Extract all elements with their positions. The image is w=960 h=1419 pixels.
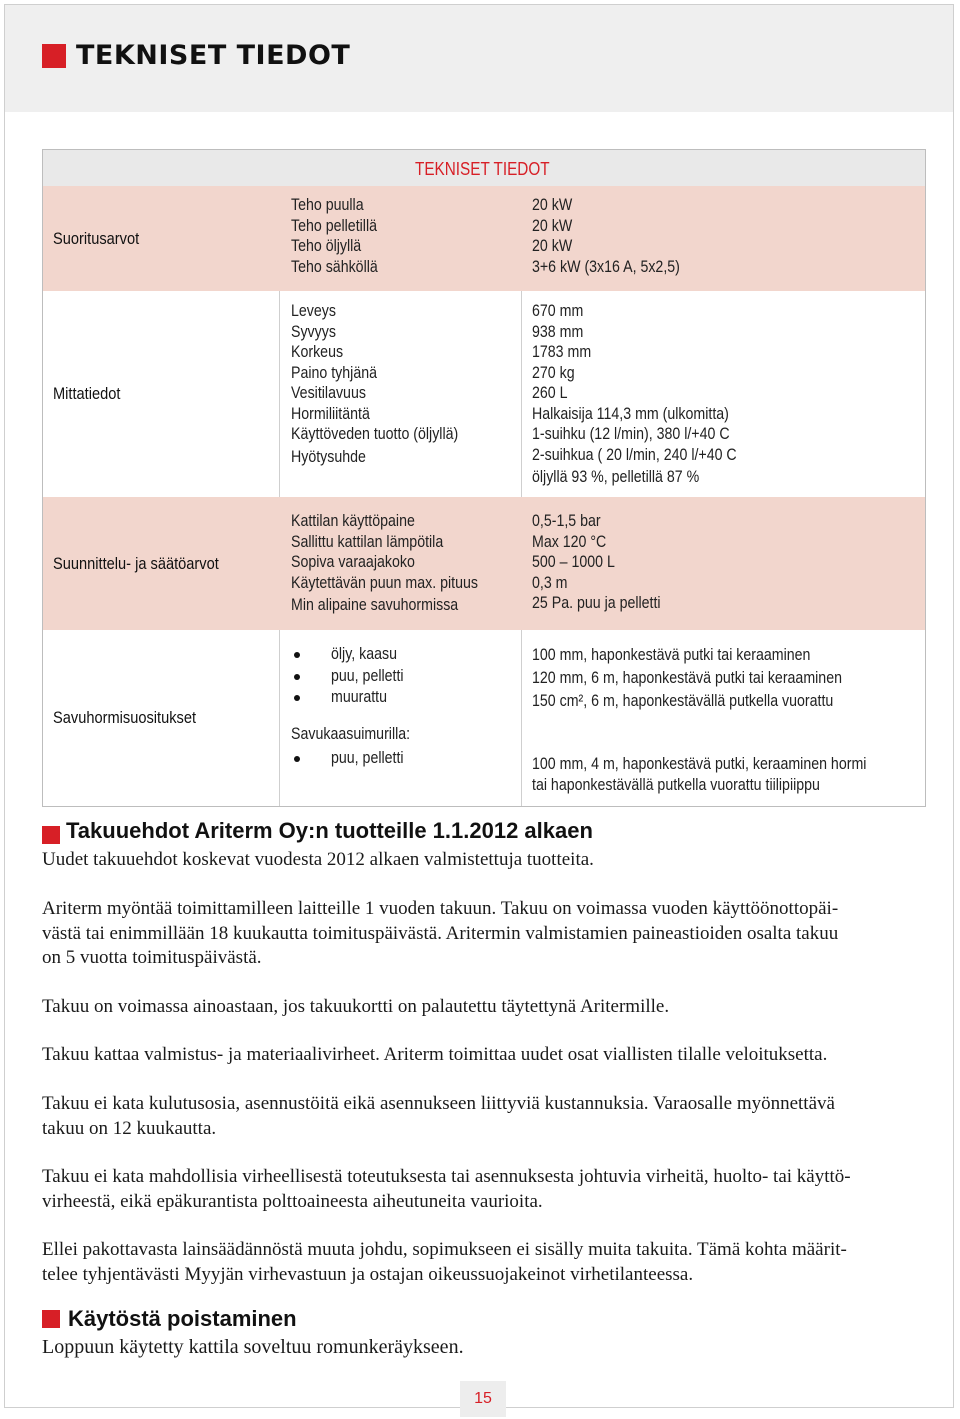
- row-values: 0,5-1,5 bar Max 120 °C 500 – 1000 L 0,3 m 25 Pa. puu ja pelletti: [532, 512, 661, 612]
- page-title: TEKNISET TIEDOT: [76, 40, 351, 71]
- section-red-square-icon: [42, 1310, 60, 1328]
- page-number: 15: [460, 1381, 506, 1417]
- table-row-suunnittelu: [43, 497, 925, 630]
- warranty-paragraph: Takuu ei kata kulutusosia, asennustöitä eikä asennukseen liittyviä kustannuksia. Varaosalle myönnettävä takuu on 12 kuukautta.: [42, 1093, 835, 1139]
- warranty-paragraph: Takuu kattaa valmistus- ja materiaalivirheet. Ariterm toimittaa uudet osat viallisten tilalle veloituksetta.: [42, 1044, 828, 1065]
- section-red-square-icon: [42, 826, 60, 844]
- row-params: Kattilan käyttöpaine Sallittu kattilan lämpötila Sopiva varaajakoko Käytettävän puun max. pituus Min alipaine savuhormissa: [291, 512, 478, 614]
- row-params: öljy, kaasu puu, pelletti muurattu Savukaasuimurilla: puu, pelletti: [291, 644, 521, 769]
- header-red-square-icon: [42, 44, 66, 68]
- disposal-title: Käytöstä poistaminen: [68, 1306, 297, 1331]
- row-values: 670 mm 938 mm 1783 mm 270 kg 260 L Halkaisija 114,3 mm (ulkomitta) 1-suihku (12 l/min), 380 l/+40 C 2-suihkua ( 20 l/min, 240 l/+40 C öljyllä 93 %, pelletillä 87 %: [532, 302, 737, 486]
- warranty-intro: Uudet takuuehdot koskevat vuodesta 2012 alkaen valmistettuja tuotteita.: [42, 849, 594, 870]
- table-row-suoritusarvot: [43, 186, 925, 291]
- row-params: Leveys Syvyys Korkeus Paino tyhjänä Vesitilavuus Hormiliitäntä Käyttöveden tuotto (öljyllä) Hyötysuhde: [291, 302, 459, 466]
- spec-table: [42, 149, 926, 807]
- row-label: Mittatiedot: [53, 384, 121, 403]
- table-row-mittatiedot: [43, 291, 925, 497]
- warranty-paragraph: Takuu ei kata mahdollisia virheellisestä toteutuksesta tai asennuksesta johtuvia virheitä, huolto- tai käyttö- virheestä, eikä epäkurantista polttoaineesta aiheutuneita vaurioita.: [42, 1166, 851, 1212]
- row-values: 20 kW 20 kW 20 kW 3+6 kW (3x16 A, 5x2,5): [532, 196, 680, 276]
- row-label: Savuhormisuositukset: [53, 708, 197, 727]
- table-caption-bar: [43, 150, 925, 186]
- warranty-paragraph: Takuu on voimassa ainoastaan, jos takuukortti on palautettu täytettynä Aritermille.: [42, 996, 670, 1017]
- table-caption: TEKNISET TIEDOT: [415, 159, 550, 179]
- row-label: Suoritusarvot: [53, 228, 140, 248]
- table-row-savuhormi: [43, 630, 925, 806]
- warranty-paragraph: Ellei pakottavasta lainsäädännöstä muuta johdu, sopimukseen ei sisälly muita takuita. Tämä kohta määrit- telee tyhjentävästi Myyjän virhevastuun ja ostajan oikeussuojakeinot virhetilanteessa.: [42, 1239, 847, 1285]
- row-params: Teho puulla Teho pelletillä Teho öljyllä Teho sähköllä: [291, 196, 378, 276]
- warranty-title: Takuuehdot Ariterm Oy:n tuotteille 1.1.2012 alkaen: [66, 818, 593, 843]
- warranty-paragraph: Ariterm myöntää toimittamilleen laitteille 1 vuoden takuun. Takuu on voimassa vuoden käyttöönottopäi- västä tai enimmillään 18 kuukautta toimituspäivästä. Aritermin valmistamien paineastioiden osalta takuu on 5 vuotta toimituspäivästä.: [42, 898, 839, 968]
- row-label: Suunnittelu- ja säätöarvot: [53, 553, 219, 573]
- disposal-text: Loppuun käytetty kattila soveltuu romunkeräykseen.: [42, 1336, 464, 1358]
- row-values: 100 mm, haponkestävä putki tai keraaminen 120 mm, 6 m, haponkestävä putki tai keraaminen 150 cm², 6 m, haponkestävällä putkella vuorattu 100 mm, 4 m, haponkestävä putki, keraaminen hormi tai haponkestävällä putkella vuorattu tiilipiippu: [532, 646, 867, 794]
